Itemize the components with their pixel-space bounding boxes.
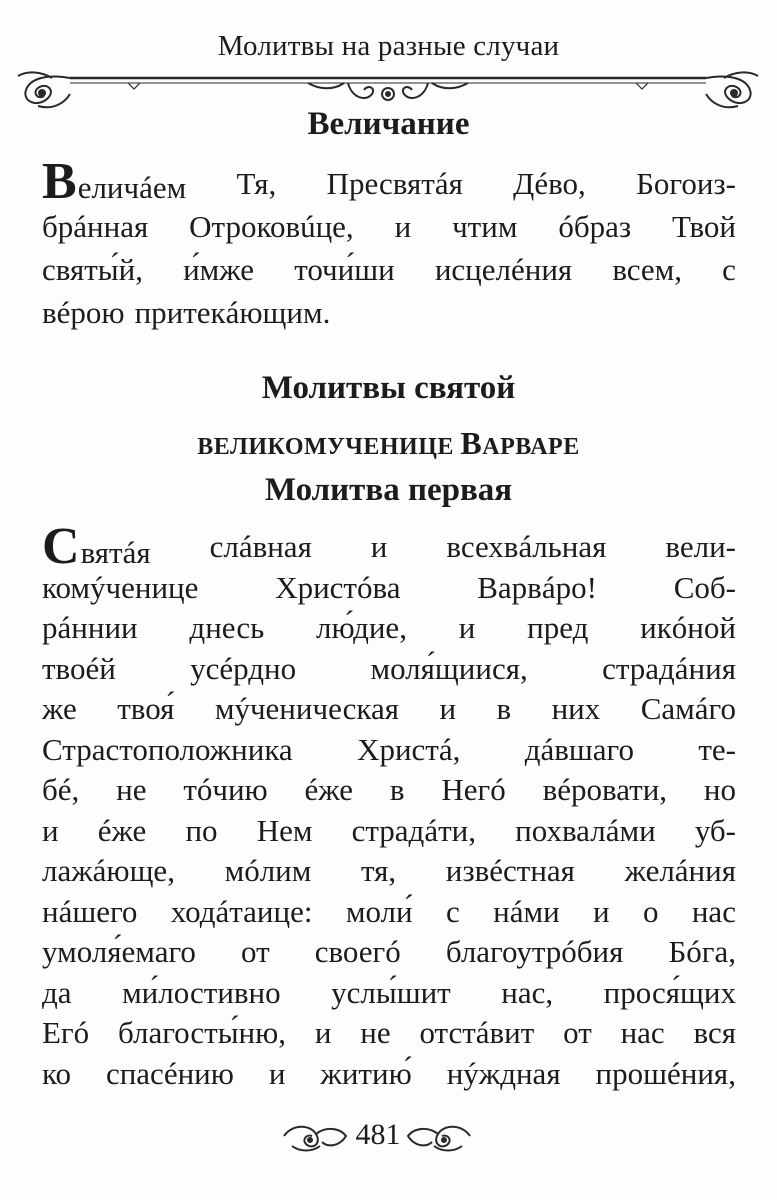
section-title-molitvy: Молитвы святой (261, 370, 516, 406)
section-title-varvare: ВЕЛИКОМУЧЕНИЦЕ ВАРВАРЕ (197, 425, 580, 461)
text-line: брáнная Отроковúце, и чтим óбраз Твой (42, 209, 736, 244)
text-line: твоéй усéрдно моля́щиися, страдáния (42, 650, 736, 686)
text-line: нáшего ходáтаице: моли́ с нáми и о нас (42, 893, 736, 929)
footer-ornament-left (282, 1116, 348, 1156)
text-line: вéрою притекáющим. (42, 295, 331, 330)
text-line: умоля́емаго от своегó благоутрóбия Бóга, (42, 934, 736, 969)
prayer-subtitle: Молитва первая (264, 472, 513, 508)
footer-ornament-right (406, 1116, 472, 1156)
text-line: да ми́лостивно услы́шит нас, прося́щих (42, 974, 736, 1010)
text-line: Святáя слáвная и всехвáльная вели- (42, 518, 736, 575)
text-line: ко спасéнию и житию́ нýждная прошéния, (42, 1055, 736, 1091)
text-line: Величáем Тя, Пресвятáя Дéво, Богоиз- (42, 153, 736, 210)
text-line: комýченице Христóва Варвáро! Соб- (42, 569, 736, 605)
text-line: Страстоположника Христá, дáвшаго те- (42, 731, 736, 767)
text-line: Егó благосты́ню, и не отстáвит от нас вся (42, 1015, 736, 1050)
text-line: рáннии днесь лю́дие, и пред икóной (42, 610, 736, 645)
text-line: бé, не тóчию éже в Негó вéровати, но (42, 772, 736, 807)
page-number: 481 (355, 1118, 401, 1151)
page-footer (0, 1110, 777, 1160)
paragraph-velichanie (42, 153, 736, 334)
text-line: и éже по Нем страдáти, похвалáми уб- (42, 812, 736, 848)
text-line: святы́й, и́мже точи́ши исцелéния всем, с (42, 252, 736, 287)
section-title-velichanie: Величание (307, 106, 470, 142)
drop-cap: С (42, 518, 80, 575)
text-line: лажáюще, мóлим тя, извéстная желáния (42, 853, 736, 888)
running-head: Молитвы на разные случаи (217, 30, 560, 62)
paragraph-prayer (42, 518, 736, 1094)
drop-cap: В (42, 153, 77, 210)
text-line: же твоя́ мýченическая и в них Самáго (42, 691, 736, 726)
